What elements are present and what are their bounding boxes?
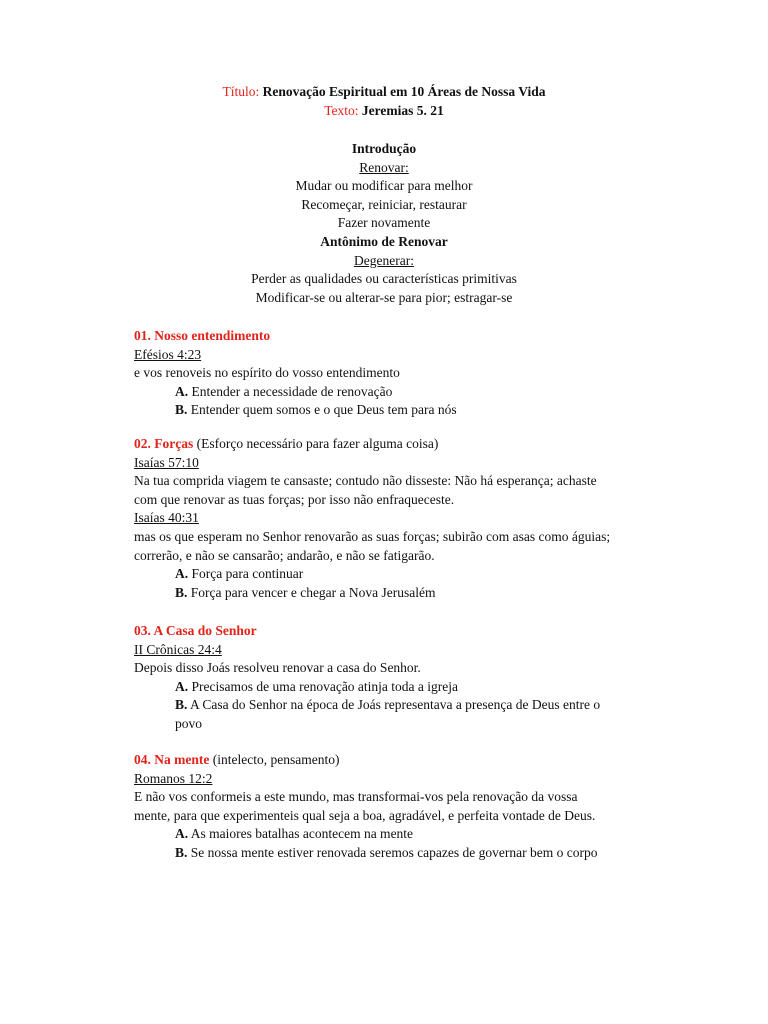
scripture-reference: Isaías 57:10: [134, 454, 199, 470]
text-line: [0, 102, 768, 121]
point-letter: B.: [175, 584, 188, 600]
scripture-reference: Romanos 12:2: [134, 770, 213, 786]
point-letter: A.: [175, 566, 189, 582]
antonym-heading: Antônimo de Renovar: [320, 233, 448, 249]
point-item: [134, 584, 634, 603]
section-heading: [134, 435, 634, 454]
scripture-text: Na tua comprida viagem te cansaste; contudo não disseste: Não há esperança; achaste: [134, 473, 597, 489]
section-na-mente: [134, 751, 634, 863]
scripture-text: Depois disso Joás resolveu renovar a casa do Senhor.: [134, 660, 421, 676]
degenerar-label: Degenerar:: [354, 252, 414, 268]
degenerar-definition: Modificar-se ou alterar-se para pior; estragar-se: [255, 289, 513, 305]
renovar-definition: Fazer novamente: [337, 215, 431, 231]
section-subtitle: (Esforço necessário para fazer alguma coisa): [193, 436, 439, 451]
section-heading: [134, 622, 634, 641]
section-casa-do-senhor: [134, 622, 634, 734]
point-letter: B.: [175, 402, 188, 418]
point-text: Entender quem somos e o que Deus tem para nós: [190, 402, 457, 418]
section-title: 01. Nosso entendimento: [134, 328, 271, 343]
point-item: [134, 565, 634, 584]
scripture-text: correrão, e não se cansarão; andarão, e não se fatigarão.: [134, 547, 435, 563]
point-text: As maiores batalhas acontecem na mente: [190, 826, 414, 842]
scripture-reference: Isaías 40:31: [134, 510, 199, 526]
section-forcas: [134, 435, 634, 602]
document-header: [0, 83, 768, 120]
scripture-text: e vos renoveis no espírito do vosso entendimento: [134, 365, 400, 381]
intro-heading: Introdução: [351, 141, 417, 156]
point-item: [134, 825, 634, 844]
scripture-reference: II Crônicas 24:4: [134, 641, 222, 657]
introduction: [0, 140, 768, 307]
point-letter: A.: [175, 383, 189, 399]
scripture-text: E não vos conformeis a este mundo, mas transformai-vos pela renovação da vossa: [134, 789, 578, 805]
title-label: Título:: [222, 84, 260, 99]
text-label: Texto:: [324, 102, 359, 118]
degenerar-definition: Perder as qualidades ou características primitivas: [251, 271, 517, 287]
renovar-definition: Recomeçar, reiniciar, restaurar: [301, 196, 467, 212]
point-item: [134, 383, 634, 402]
scripture-text: com que renovar as tuas forças; por isso não enfraqueceste.: [134, 491, 455, 507]
point-item: [134, 678, 634, 697]
section-heading: [134, 327, 634, 346]
point-text: Entender a necessidade de renovação: [191, 383, 393, 399]
section-nosso-entendimento: [134, 327, 634, 420]
point-letter: A.: [175, 826, 189, 842]
scripture-reference: Efésios 4:23: [134, 346, 202, 362]
document-title: Renovação Espiritual em 10 Áreas de Nossa Vida: [262, 84, 546, 99]
point-item: [134, 844, 634, 863]
section-title: 02. Forças: [134, 436, 194, 451]
section-title: 04. Na mente: [134, 752, 210, 767]
point-text: Se nossa mente estiver renovada seremos capazes de governar bem o corpo: [190, 844, 598, 860]
renovar-definition: Mudar ou modificar para melhor: [295, 178, 473, 194]
point-text: Força para continuar: [191, 566, 304, 582]
section-subtitle: (intelecto, pensamento): [209, 752, 340, 767]
renovar-label: Renovar:: [359, 159, 409, 175]
section-title: 03. A Casa do Senhor: [134, 623, 257, 638]
point-text: Força para vencer e chegar a Nova Jerusalém: [190, 584, 436, 600]
text-reference: Jeremias 5. 21: [361, 102, 444, 118]
point-letter: A.: [175, 678, 189, 694]
scripture-text: mente, para que experimenteis qual seja a boa, agradável, e perfeita vontade de Deus.: [134, 807, 596, 823]
section-heading: [134, 751, 634, 770]
point-letter: B.: [175, 697, 188, 713]
scripture-text: mas os que esperam no Senhor renovarão as suas forças; subirão com asas como águias;: [134, 528, 611, 544]
point-item: [134, 401, 634, 420]
title-line: [0, 83, 768, 102]
point-text: Precisamos de uma renovação atinja toda a igreja: [191, 678, 459, 694]
point-text-continuation: povo: [175, 715, 202, 731]
point-item: [134, 696, 634, 715]
point-text: A Casa do Senhor na época de Joás representava a presença de Deus entre o: [190, 697, 601, 713]
point-letter: B.: [175, 844, 188, 860]
